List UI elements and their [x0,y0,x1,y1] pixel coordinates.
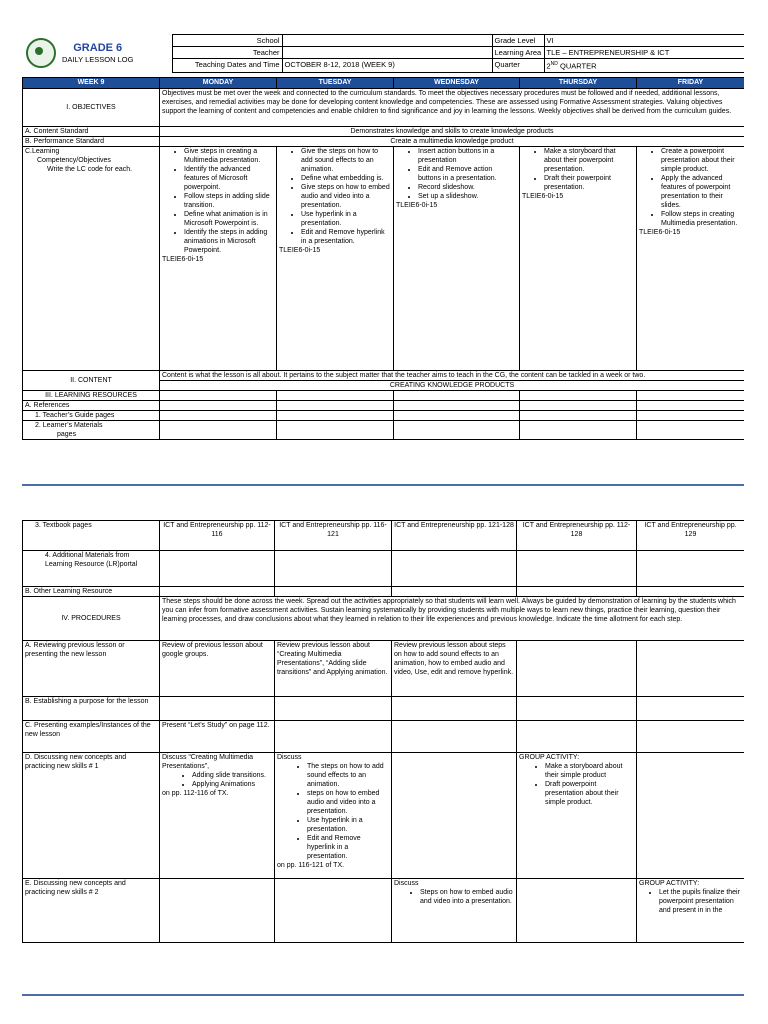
learners-materials-label: 2. Learner’s Materials pages [23,420,160,439]
wednesday-objective-item: • Set up a slideshow. [418,192,517,201]
teacher-label: Teacher [172,47,282,59]
procedure-b-label: B. Establishing a purpose for the lesson [23,697,160,721]
lc-code-thursday: TLEIE6-0i-15 [522,192,564,200]
lesson-log-page-2 [22,520,744,996]
thursday-objectives-list [522,147,634,192]
lc-code-tuesday: TLEIE6-0i-15 [279,246,321,254]
learning-resources-label: III. LEARNING RESOURCES [23,390,160,400]
tuesday-objectives-list [279,147,391,246]
school-label: School [172,35,282,47]
objectives-label: I. OBJECTIVES [23,88,160,126]
page-1-bottom-rule [22,484,744,486]
other-resource-label: B. Other Learning Resource [23,587,160,597]
procedure-d-monday-item: • Applying Animations [192,780,272,789]
competency-friday [637,146,745,370]
textbook-monday: ICT and Entrepreneurship pp. 112-116 [160,521,275,551]
competency-thursday [520,146,637,370]
quarter-value: 2ND QUARTER [544,59,744,73]
week-header-row [23,77,745,88]
tuesday-objective-item: • Use hyperlink in a presentation. [301,210,391,228]
procedure-d-tuesday-item: • Use hyperlink in a presentation. [307,816,389,834]
procedures-table [22,520,744,943]
procedure-d-label: D. Discussing new concepts and practicing new skills # 1 [23,753,160,879]
content-standard-text: Demonstrates knowledge and skills to create knowledge products [160,126,745,136]
textbook-label: 3. Textbook pages [23,521,160,551]
procedure-c-monday: Present “Let’s Study” on page 112. [160,721,275,753]
day-wednesday: WEDNESDAY [394,77,520,88]
procedure-d-monday-list [162,771,272,789]
wednesday-objective-item: • Edit and Remove action buttons in a presentation. [418,165,517,183]
content-title: CREATING KNOWLEDGE PRODUCTS [160,380,745,390]
procedure-e-friday-list [639,888,742,915]
logo-block [22,35,172,73]
procedure-e-wednesday: Discuss • Steps on how to embed audio and video into a presentation. [392,879,517,943]
procedure-e-wednesday-list [394,888,514,906]
friday-objective-item: • Follow steps in creating Multimedia presentation. [661,210,742,228]
content-text: Content is what the lesson is all about. It pertains to the subject matter that the teacher aims to teach in the CG, the content can be tackled in a week or two. [160,370,745,380]
tuesday-objective-item: • Give the steps on how to add sound effects to an animation. [301,147,391,174]
thursday-objective-item: • Draft their powerpoint presentation. [544,174,634,192]
monday-objective-item: • Give steps in creating a Multimedia presentation. [184,147,274,165]
learning-area-label: Learning Area [492,47,544,59]
objectives-text: Objectives must be met over the week and connected to the curriculum standards. To meet the objectives necessary procedures must be followed and if needed, additional lessons, exercises, and remedial activities may be done for developing content knowledge and competencies. These are assessed using Formative Assessment strategies. Valuing objectives support the learning of content and competencies and enable children to find significance and joy in learning the lessons. Weekly objectives shall be derived from the curriculum guides. [160,88,745,126]
objectives-table [22,77,744,440]
procedure-d-thursday-item: • Draft powerpoint presentation about their simple product. [545,780,634,807]
teachers-guide-label: 1. Teacher’s Guide pages [23,410,160,420]
lc-code-friday: TLEIE6-0i-15 [639,228,681,236]
day-thursday: THURSDAY [520,77,637,88]
content-label: II. CONTENT [23,370,160,390]
log-title: DAILY LESSON LOG [62,54,134,64]
procedures-text: These steps should be done across the week. Spread out the activities appropriately so that students will learn well. Always be guided by demonstration of learning by the students which you can infer from formative assessment activities. Sustain learning systematically by providing students with multiple ways to learn new things, practice their learning, question their learning processes, and draw conclusions about what they learned in relation to their life experiences and previous knowledge. Indicate the time allotment for each step. [160,597,745,641]
week-label: WEEK 9 [23,77,160,88]
procedure-d-thursday: GROUP ACTIVITY: • Make a storyboard about their simple product • Draft powerpoint presentation about their simple product. [517,753,637,879]
procedure-c-label: C. Presenting examples/Instances of the new lesson [23,721,160,753]
procedure-a-monday: Review of previous lesson about google groups. [160,641,275,697]
procedure-d-tuesday-list [277,762,389,861]
wednesday-objectives-list [396,147,517,201]
tuesday-objective-item: • Edit and Remove hyperlink in a presentation. [301,228,391,246]
procedure-d-tuesday-item: • Edit and Remove hyperlink in a presentation. [307,834,389,861]
competency-wednesday [394,146,520,370]
grade-level-value: VI [544,35,744,47]
day-monday: MONDAY [160,77,277,88]
teacher-value [282,47,492,59]
day-tuesday: TUESDAY [277,77,394,88]
lc-code-monday: TLEIE6-0i-15 [162,255,204,263]
competency-tuesday [277,146,394,370]
monday-objective-item: • Identify the advanced features of Microsoft powerpoint. [184,165,274,192]
procedure-e-friday: GROUP ACTIVITY: • Let the pupils finalize their powerpoint presentation and present in in the [637,879,745,943]
deped-seal-icon [26,38,56,68]
quarter-label: Quarter [492,59,544,73]
procedure-e-wednesday-item: • Steps on how to embed audio and video into a presentation. [420,888,514,906]
header-table [22,34,744,73]
grade-title: GRADE 6 [73,41,123,54]
competency-monday [160,146,277,370]
textbook-thursday: ICT and Entrepreneurship pp. 112-128 [517,521,637,551]
procedures-label: IV. PROCEDURES [23,597,160,641]
procedure-e-label: E. Discussing new concepts and practicing new skills # 2 [23,879,160,943]
procedure-d-tuesday-item: • steps on how to embed audio and video into a presentation. [307,789,389,816]
friday-objective-item: • Create a powerpoint presentation about their simple product. [661,147,742,174]
friday-objectives-list [639,147,742,228]
day-friday: FRIDAY [637,77,745,88]
textbook-wednesday: ICT and Entrepreneurship pp. 121-128 [392,521,517,551]
procedure-a-label: A. Reviewing previous lesson or presenting the new lesson [23,641,160,697]
wednesday-objective-item: • Record slideshow. [418,183,517,192]
dates-label: Teaching Dates and Time [172,59,282,73]
procedure-a-tuesday: Review previous lesson about “Creating Multimedia Presentations”, “Adding slide transitions” and Applying animation. [275,641,392,697]
procedure-d-monday-item: • Adding slide transitions. [192,771,272,780]
monday-objective-item: • Follow steps in adding slide transition. [184,192,274,210]
references-label: A. References [23,400,160,410]
wednesday-objective-item: • Insert action buttons in a presentation [418,147,517,165]
tuesday-objective-item: • Define what embedding is. [301,174,391,183]
additional-materials-label: 4. Additional Materials from Learning Resource (LR)portal [23,551,160,587]
lesson-log-page-1 [22,34,744,484]
performance-standard-label: B. Performance Standard [23,136,160,146]
monday-objective-item: • Identify the steps in adding animations in Microsoft Powerpoint. [184,228,274,255]
procedure-d-thursday-list [519,762,634,807]
procedure-d-thursday-item: • Make a storyboard about their simple product [545,762,634,780]
procedure-a-wednesday: Review previous lesson about steps on how to add sound effects to an animation, how to embed audio and video, Use, edit and remove hyperlink. [392,641,517,697]
procedure-d-tuesday-item: • The steps on how to add sound effects to an animation. [307,762,389,789]
competency-label: C.Learning Competency/Objectives Write the LC code for each. [23,146,160,370]
page-2-bottom-rule [22,994,744,996]
procedure-d-tuesday: Discuss • The steps on how to add sound effects to an animation. • steps on how to embed audio and video into a presentation. • Use hyperlink in a presentation. • Edit and Remove hyperlink in a presentation. on pp. 116-121 of TX. [275,753,392,879]
monday-objective-item: • Define what animation is in Microsoft Powerpoint is. [184,210,274,228]
monday-objectives-list [162,147,274,255]
tuesday-objective-item: • Give steps on how to embed audio and video into a presentation. [301,183,391,210]
procedure-d-monday: Discuss “Creating Multimedia Presentations”, • Adding slide transitions. • Applying Animations on pp. 112-116 of TX. [160,753,275,879]
textbook-tuesday: ICT and Entrepreneurship pp. 116-121 [275,521,392,551]
textbook-friday: ICT and Entrepreneurship pp. 129 [637,521,745,551]
dates-value: OCTOBER 8-12, 2018 (WEEK 9) [282,59,492,73]
learning-area-value: TLE – ENTREPRENEURSHIP & ICT [544,47,744,59]
content-standard-label: A. Content Standard [23,126,160,136]
performance-standard-text: Create a multimedia knowledge product [160,136,745,146]
grade-level-label: Grade Level [492,35,544,47]
school-value [282,35,492,47]
friday-objective-item: • Apply the advanced features of powerpoint presentation to their slides. [661,174,742,210]
thursday-objective-item: • Make a storyboard that about their powerpoint presentation. [544,147,634,174]
lc-code-wednesday: TLEIE6-0i-15 [396,201,438,209]
procedure-e-friday-item: • Let the pupils finalize their powerpoint presentation and present in in the [659,888,742,915]
